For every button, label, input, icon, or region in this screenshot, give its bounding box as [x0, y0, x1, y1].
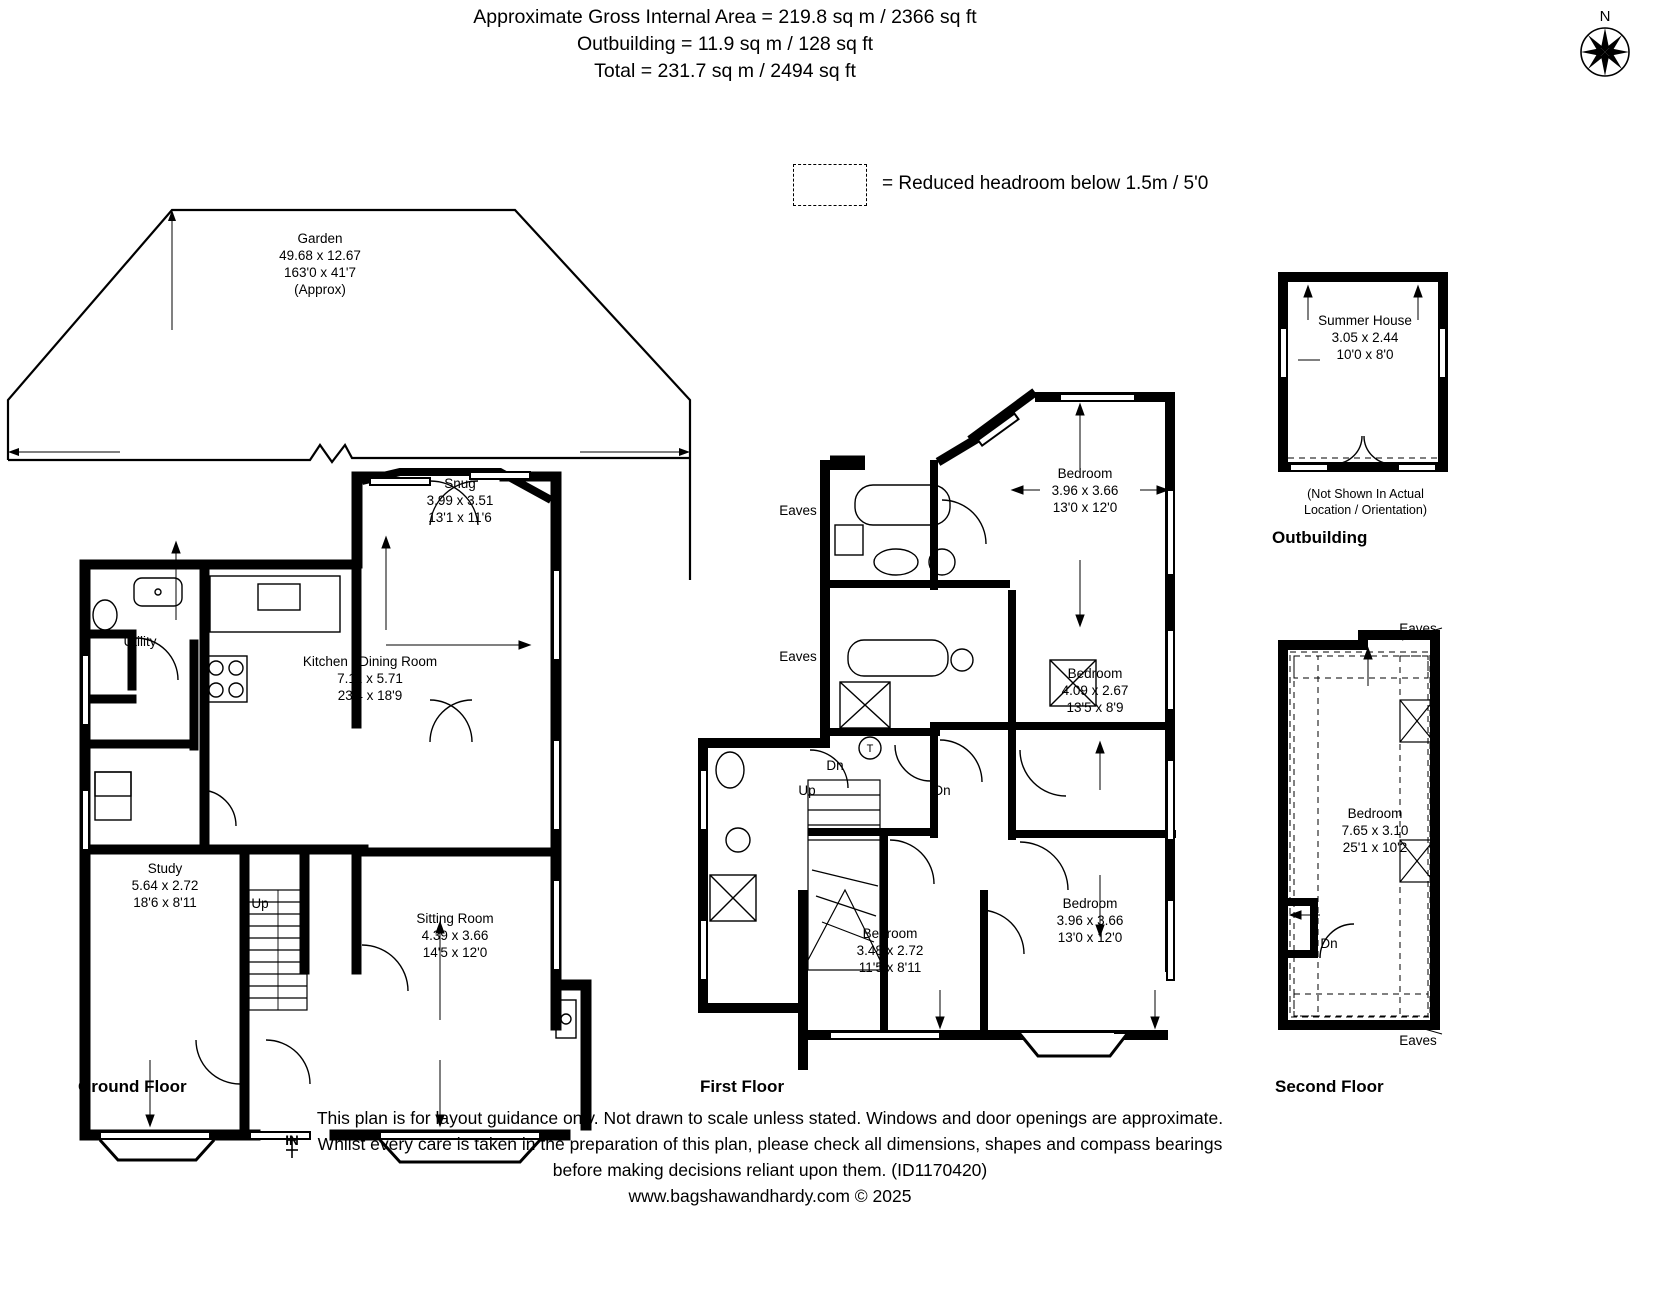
room-summer-house [1295, 312, 1435, 363]
room-garden-metric: 49.68 x 12.67 [279, 248, 361, 263]
room-sitting-imperial: 14'5 x 12'0 [422, 945, 488, 960]
ground-stairs-up-label: Up [251, 896, 269, 911]
room-bedroom-second-name: Bedroom [1347, 806, 1403, 821]
legend-swatch [793, 164, 867, 206]
second-stairs-dn-label: Dn [1320, 936, 1338, 951]
first-floor-label: First Floor [700, 1077, 785, 1096]
room-bedroom-2-metric: 4.09 x 2.67 [1061, 683, 1129, 698]
outbuilding-plan [1250, 250, 1510, 550]
room-bedroom-3 [1010, 895, 1170, 946]
second-floor-plan [1250, 610, 1510, 1050]
room-snug [370, 475, 550, 526]
compass-rose [1570, 8, 1640, 78]
outbuilding-note-line1: (Not Shown In Actual [1307, 487, 1424, 501]
room-bedroom-4-metric: 3.48 x 2.72 [856, 943, 924, 958]
room-bedroom-3-name: Bedroom [1062, 896, 1118, 911]
area-outbuilding: Outbuilding = 11.9 sq m / 128 sq ft [576, 33, 874, 55]
room-bedroom-3-imperial: 13'0 x 12'0 [1057, 930, 1123, 945]
room-sitting [360, 910, 550, 961]
room-garden-note: (Approx) [294, 282, 346, 297]
page-title [0, 4, 1450, 85]
room-summer-house-metric: 3.05 x 2.44 [1331, 330, 1399, 345]
room-bedroom-1-metric: 3.96 x 3.66 [1051, 483, 1119, 498]
room-sitting-name: Sitting Room [416, 911, 494, 926]
room-garden-imperial: 163'0 x 41'7 [284, 265, 356, 280]
room-kitchen-dining-name: Kitchen / Dining Room [302, 654, 438, 669]
room-bedroom-2 [1020, 665, 1170, 716]
first-stairs-dn-label-1: Dn [826, 758, 844, 773]
eaves-label-first-2: Eaves [779, 649, 817, 664]
room-bedroom-second [1305, 805, 1445, 856]
outbuilding-note [1258, 486, 1473, 518]
room-bedroom-4 [810, 925, 970, 976]
room-kitchen-dining [240, 653, 500, 704]
outbuilding-label: Outbuilding [1272, 528, 1368, 547]
eaves-label-second-2: Eaves [1399, 1033, 1437, 1048]
room-utility [90, 633, 190, 650]
room-snug-imperial: 13'1 x 11'6 [428, 510, 492, 525]
room-garden [210, 230, 430, 298]
room-sitting-metric: 4.39 x 3.66 [421, 928, 489, 943]
legend-label: = Reduced headroom below 1.5m / 5'0 [882, 173, 1209, 194]
room-bedroom-1-imperial: 13'0 x 12'0 [1052, 500, 1118, 515]
first-floor-plan [690, 330, 1210, 1070]
disclaimer-line-2: Whilst every care is taken in the preparation of this plan, please check all dimensions, shapes and compass bearings [317, 1134, 1223, 1154]
room-bedroom-4-name: Bedroom [862, 926, 918, 941]
room-study [85, 860, 245, 911]
room-summer-house-imperial: 10'0 x 8'0 [1336, 347, 1394, 362]
room-snug-name: Snug [444, 476, 476, 491]
room-kitchen-dining-imperial: 23'4 x 18'9 [337, 688, 403, 703]
first-stairs-up-label: Up [798, 783, 816, 798]
ground-floor-label: Ground Floor [78, 1077, 187, 1096]
disclaimer [0, 1105, 1540, 1209]
room-kitchen-dining-metric: 7.11 x 5.71 [337, 671, 403, 686]
second-floor-label: Second Floor [1275, 1077, 1384, 1096]
room-garden-name: Garden [297, 231, 343, 246]
eaves-label-second-1: Eaves [1399, 621, 1437, 636]
entrance-label: IN [285, 1133, 299, 1148]
room-bedroom-1-name: Bedroom [1057, 466, 1113, 481]
room-summer-house-name: Summer House [1318, 313, 1412, 328]
room-bedroom-2-imperial: 13'5 x 8'9 [1066, 700, 1124, 715]
compass-north-label: N [1599, 8, 1611, 25]
room-study-name: Study [147, 861, 183, 876]
first-stairs-dn-label-2: Dn [933, 783, 951, 798]
thermostat-label: T [866, 743, 874, 755]
room-bedroom-second-imperial: 25'1 x 10'2 [1342, 840, 1408, 855]
room-bedroom-2-name: Bedroom [1067, 666, 1123, 681]
area-gross-internal: Approximate Gross Internal Area = 219.8 sq m / 2366 sq ft [473, 6, 977, 28]
room-utility-name: Utility [123, 634, 157, 649]
area-total: Total = 231.7 sq m / 2494 sq ft [594, 60, 856, 82]
room-bedroom-3-metric: 3.96 x 3.66 [1056, 913, 1124, 928]
room-study-imperial: 18'6 x 8'11 [133, 895, 197, 910]
disclaimer-line-3: before making decisions reliant upon them. (ID1170420) [552, 1160, 988, 1180]
outbuilding-note-line2: Location / Orientation) [1304, 503, 1427, 517]
room-bedroom-1 [1005, 465, 1165, 516]
disclaimer-line-1: This plan is for layout guidance only. Not drawn to scale unless stated. Windows and door openings are approximate. [316, 1108, 1224, 1128]
room-bedroom-4-imperial: 11'5 x 8'11 [858, 960, 922, 975]
room-bedroom-second-metric: 7.65 x 3.10 [1341, 823, 1409, 838]
website-credit: www.bagshawandhardy.com © 2025 [628, 1186, 912, 1206]
room-snug-metric: 3.99 x 3.51 [426, 493, 494, 508]
eaves-label-first-1: Eaves [779, 503, 817, 518]
room-study-metric: 5.64 x 2.72 [131, 878, 199, 893]
ground-floor-plan [0, 100, 700, 1150]
